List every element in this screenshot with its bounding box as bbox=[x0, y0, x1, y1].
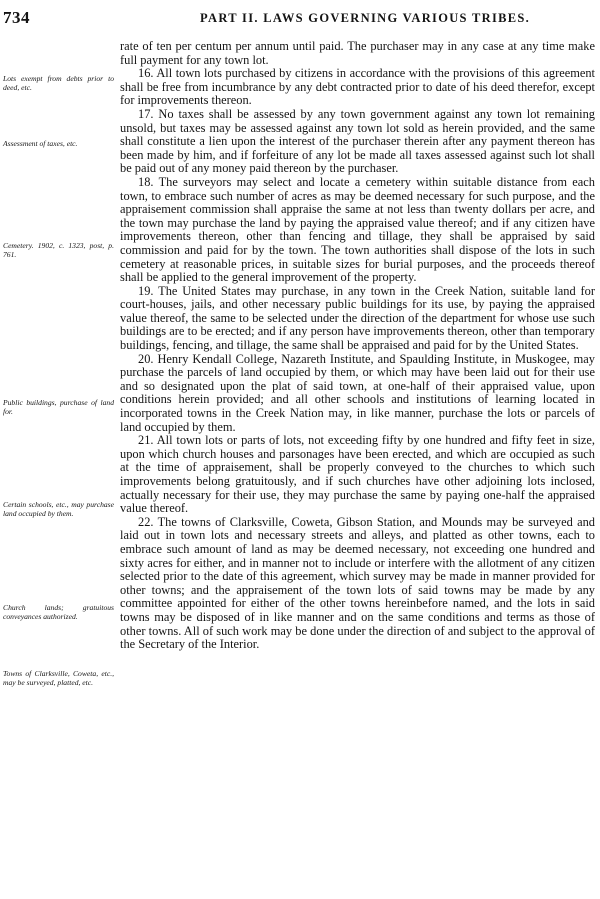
paragraph-text: No taxes shall be assessed by any town government against any town lot remaining unsold, but taxes may be assessed against any town lot sold as herein provided, and the same shall constitute a lien upon the interest of the purchaser therein after any payment thereon has been made by him, and if forfeiture of any lot be made all taxes assessed against such lot shall be paid out of any money paid thereon by the purchaser. bbox=[120, 106, 595, 176]
paragraph-17 bbox=[120, 108, 595, 176]
sidenote-certain-schools: Certain schools, etc., may purchase land occupied by them. bbox=[3, 500, 114, 518]
paragraph-text: Henry Kendall College, Nazareth Institute, and Spaulding Institute, in Muskogee, may purchase the parcels of land occupied by them, or which may have been laid out for their use and so designated upon the plat of said town, at one-half of their appraised value, upon conditions herein provided; and all other schools and institutions of learning located in incorporated towns in the Creek Nation may, in like manner, purchase the lots or parcels of land occupied by them. bbox=[120, 351, 595, 434]
section-number: 21. bbox=[138, 433, 154, 448]
section-number: 20. bbox=[138, 351, 154, 366]
paragraph-text: The towns of Clarksville, Coweta, Gibson Station, and Mounds may be surveyed and laid out in town lots and necessary streets and alleys, and platted as other towns, each to embrace such amount of land as may be deemed necessary, not exceeding one hundred and sixty acres for either, and in manner not to include or interfere with the allotment of any citizen selected prior to the date of this agreement, which survey may be made in manner provided for other towns; and the appraisement of the town lots of said towns may be made by any committee appointed for either of the other towns hereinbefore named, and the lots in said towns may be disposed of in like manner and on the same conditions and terms as those of other towns. All of such work may be done under the direction of and subject to the approval of the Secretary of the Interior. bbox=[120, 514, 595, 652]
section-number: 18. bbox=[138, 174, 154, 189]
page-header bbox=[0, 8, 600, 28]
body-text-column bbox=[120, 40, 595, 652]
paragraph-continuation bbox=[120, 40, 595, 67]
paragraph-text: The United States may purchase, in any town in the Creek Nation, suitable land for court-houses, jails, and other necessary public buildings for its use, by paying the appraised value thereof, the same to be selected under the direction of the department for whose use such buildings are to be erected; and if any person have improvements thereon, other than temporary buildings, fencing, and tillage, the same shall be appraised and paid for by the United States. bbox=[120, 283, 595, 353]
sidenote-lots-exempt: Lots exempt from debts prior to deed, etc. bbox=[3, 74, 114, 92]
sidenote-towns-clarksville: Towns of Clarksville, Coweta, etc., may be surveyed, platted, etc. bbox=[3, 669, 114, 687]
paragraph-text: All town lots purchased by citizens in accordance with the provisions of this agreement shall be free from incumbrance by any debt contracted prior to date of his deed therefor, except for improvements thereon. bbox=[120, 66, 595, 108]
paragraph-16 bbox=[120, 67, 595, 108]
section-number: 16. bbox=[138, 66, 154, 81]
section-number: 17. bbox=[138, 106, 154, 121]
running-head: PART II. LAWS GOVERNING VARIOUS TRIBES. bbox=[200, 11, 531, 25]
sidenote-assessment-of-taxes: Assessment of taxes, etc. bbox=[3, 139, 78, 148]
section-number: 19. bbox=[138, 283, 154, 298]
paragraph-22 bbox=[120, 516, 595, 652]
paragraph-text: rate of ten per centum per annum until paid. The purchaser may in any case at any time make full payment for any town lot. bbox=[120, 39, 595, 67]
paragraph-19 bbox=[120, 285, 595, 353]
sidenote-cemetery: Cemetery. 1902, c. 1323, post, p. 761. bbox=[3, 241, 114, 259]
page-number: 734 bbox=[3, 8, 30, 27]
sidenote-church-lands: Church lands; gratuitous conveyances authorized. bbox=[3, 603, 114, 621]
paragraph-18 bbox=[120, 176, 595, 285]
sidenote-public-buildings: Public buildings, purchase of land for. bbox=[3, 398, 114, 416]
paragraph-text: All town lots or parts of lots, not exceeding fifty by one hundred and fifty feet in size, upon which church houses and parsonages have been erected, and which are occupied as such at the time of appraisement, shall be properly conveyed to the churches to which such improvements belong gratuitously, and if such churches have other adjoining lots inclosed, actually necessary for their use, they may purchase the same by paying one-half the appraised value thereof. bbox=[120, 433, 595, 516]
section-number: 22. bbox=[138, 514, 154, 529]
paragraph-20 bbox=[120, 353, 595, 435]
paragraph-21 bbox=[120, 434, 595, 516]
paragraph-text: The surveyors may select and locate a cemetery within suitable distance from each town, to embrace such number of acres as may be deemed necessary for such purpose, and the appraisement commission shall appraise the same at not less than twenty dollars per acre, and the town may purchase the land by paying the appraised value thereof; and if any citizen have improvements thereon, other than fencing and tillage, they shall be appraised by said commission and paid for by the town. The town authorities shall dispose of the lots in such cemetery at reasonable prices, in suitable sizes for burial purposes, and the proceeds thereof shall be applied to the general improvement of the property. bbox=[120, 174, 596, 285]
